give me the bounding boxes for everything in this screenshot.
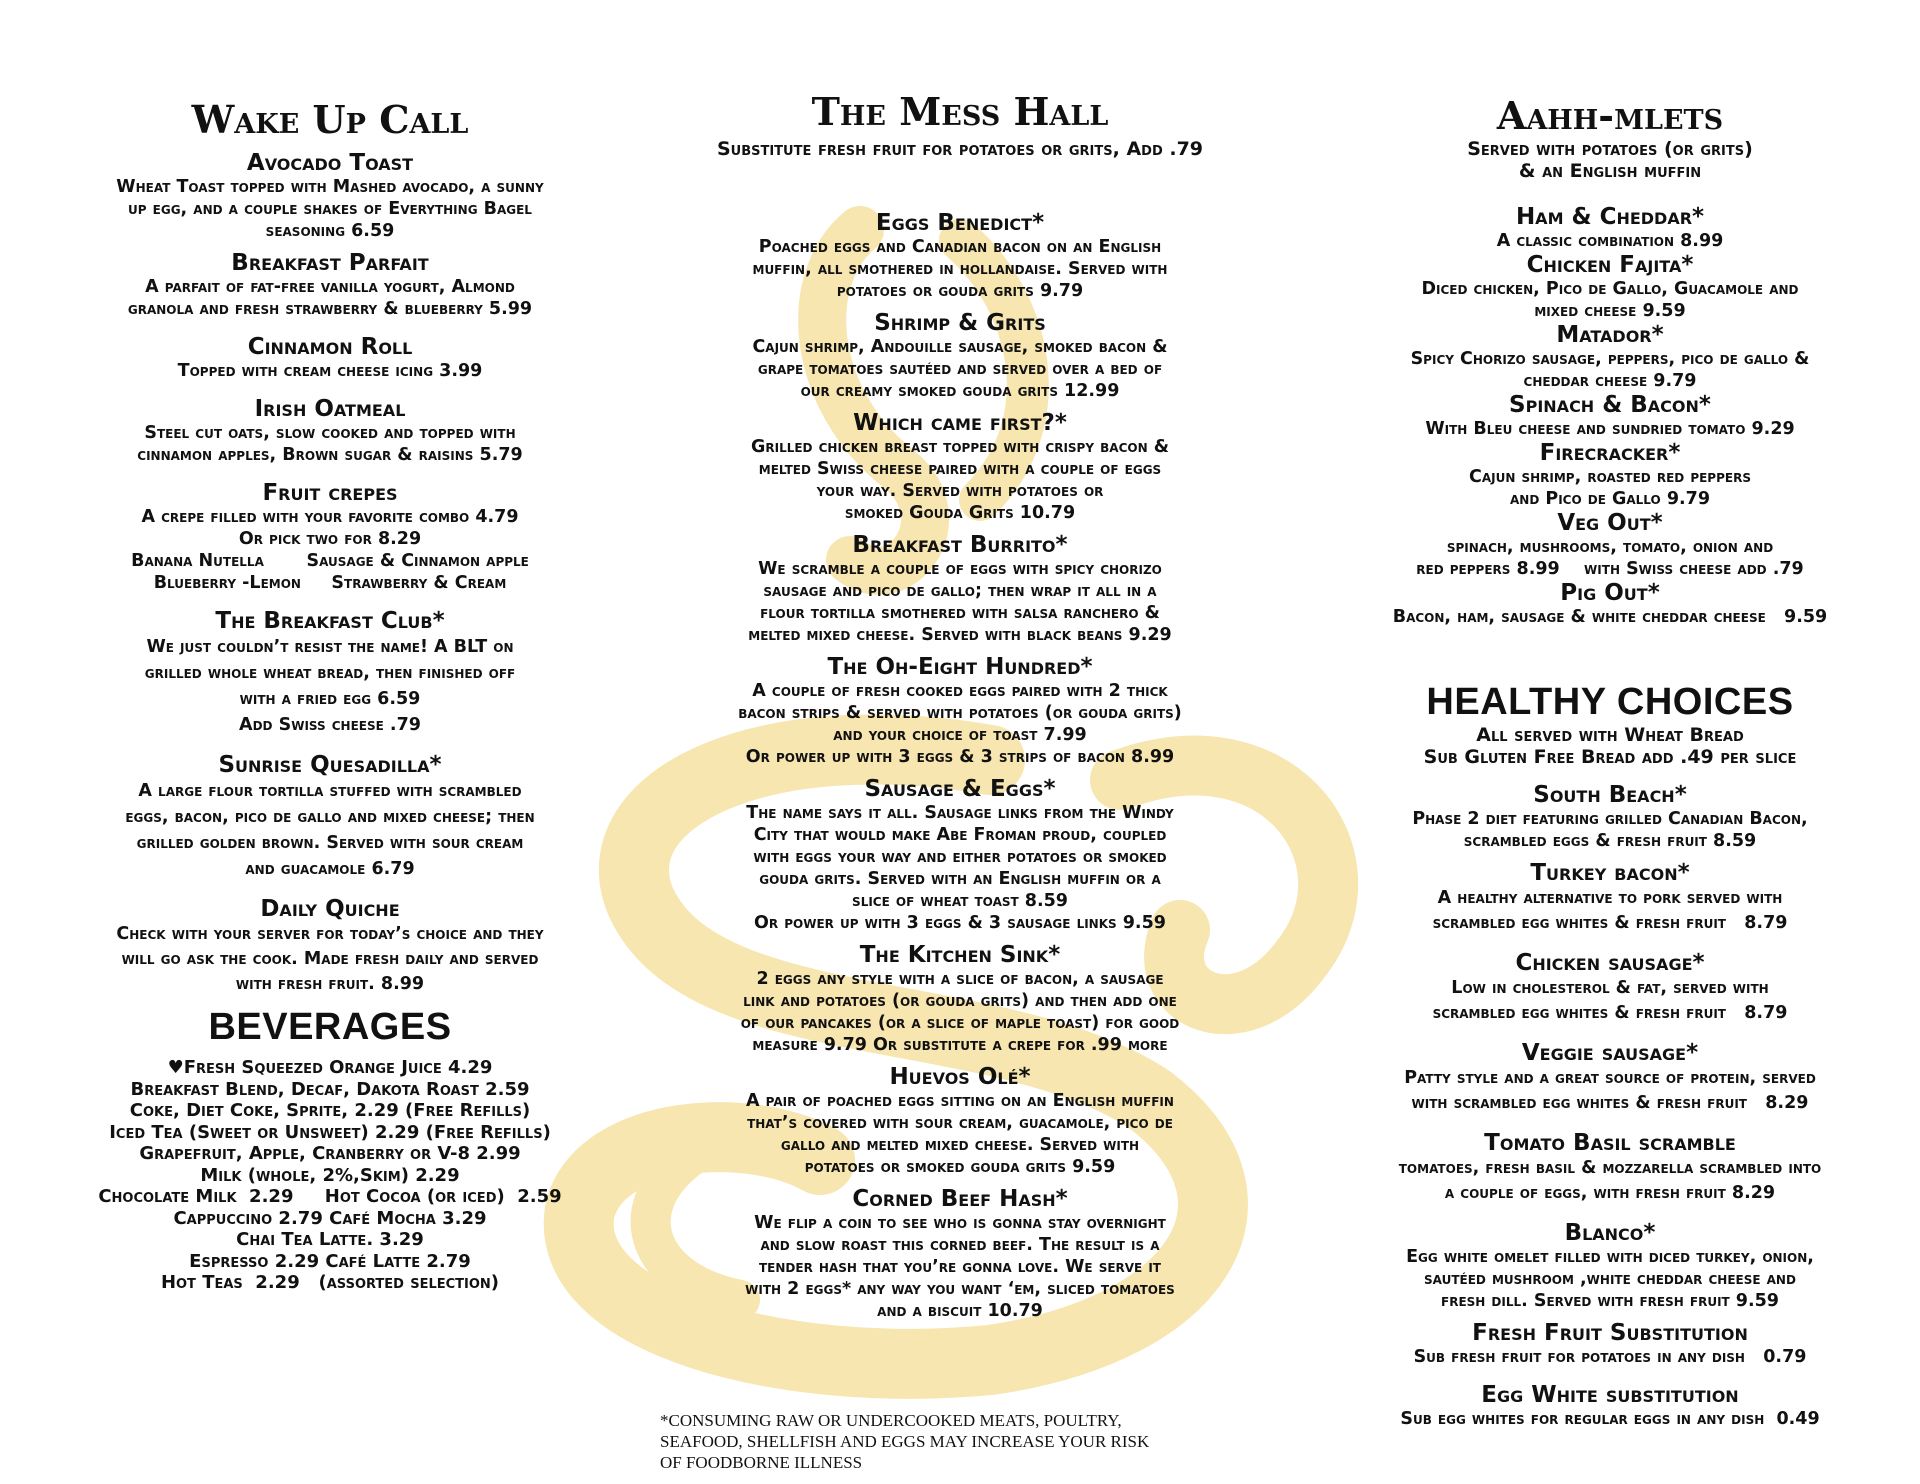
list-item: ♥Fresh Squeezed Orange Juice 4.29 xyxy=(167,1057,493,1078)
menu-item-tomato-basil-scramble: Tomato Basil scramble tomatoes, fresh basil & mozzarella scrambled into a couple of eggs, with fresh fruit 8.29 xyxy=(1398,1130,1822,1203)
healthy-choices-title: HEALTHY CHOICES xyxy=(1426,681,1794,723)
menu-item-shrimp-grits: Shrimp & Grits Cajun shrimp, Andouille sausage, smoked bacon & grape tomatoes sautéed and served over a bed of our creamy smoked gouda grits 12.99 xyxy=(752,310,1168,401)
menu-item-sunrise-quesadilla: Sunrise Quesadilla* A large flour tortilla stuffed with scrambled eggs, bacon, pico de gallo and mixed cheese; then grilled golden brown. Served with sour cream and guacamole 6.79 xyxy=(125,752,535,879)
aahhmlets-title: Aahh-mlets xyxy=(1496,93,1724,138)
healthy-choices-subtitle-line-2: Sub Gluten Free Bread add .49 per slice xyxy=(1423,746,1797,768)
beverages-list xyxy=(40,1057,620,1294)
menu-item-kitchen-sink: The Kitchen Sink* 2 eggs any style with a slice of bacon, a sausage link and potatoes (or gouda grits) and then add one of our pancakes (or a slice of maple toast) for good measure 9.79 Or substitute a crepe for .99 more xyxy=(740,942,1180,1055)
right-column xyxy=(1320,0,1900,1430)
menu-item-corned-beef-hash: Corned Beef Hash* We flip a coin to see who is gonna stay overnight and slow roast this corned beef. The result is a tender hash that you’re gonna love. We serve it with 2 eggs* any way you want ‘em, sliced tomatoes and a biscuit 10.79 xyxy=(745,1186,1175,1321)
list-item: Iced Tea (Sweet or Unsweet) 2.29 (Free Refills) xyxy=(109,1121,551,1143)
left-column xyxy=(40,0,620,1294)
middle-column xyxy=(665,0,1255,1322)
menu-item-which-came-first: Which came first?* Grilled chicken breast topped with crispy bacon & melted Swiss cheese paired with a couple of eggs your way. Served with potatoes or smoked Gouda Grits 10.79 xyxy=(751,410,1169,523)
menu-item-firecracker: Firecracker* Cajun shrimp, roasted red peppers and Pico de Gallo 9.79 xyxy=(1469,440,1751,509)
list-item: Milk (whole, 2%,Skim) 2.29 xyxy=(200,1164,460,1186)
menu-item-oh-eight-hundred: The Oh-Eight Hundred* A couple of fresh cooked eggs paired with 2 thick bacon strips & served with potatoes (or gouda grits) and your choice of toast 7.99 Or power up with 3 eggs & 3 strips of bacon 8.99 xyxy=(738,654,1182,767)
aahhmlets-subtitle-line-1: Served with potatoes (or grits) xyxy=(1467,138,1753,160)
menu-item-chicken-fajita: Chicken Fajita* Diced chicken, Pico de Gallo, Guacamole and mixed cheese 9.59 xyxy=(1421,252,1799,321)
foodborne-illness-disclaimer: *CONSUMING RAW OR UNDERCOOKED MEATS, POULTRY, SEAFOOD, SHELLFISH AND EGGS MAY INCREASE YOUR RISK OF FOODBORNE ILLNESS xyxy=(660,1411,1150,1472)
menu-item-fresh-fruit-substitution: Fresh Fruit Substitution Sub fresh fruit for potatoes in any dish 0.79 xyxy=(1413,1320,1807,1367)
menu-item-irish-oatmeal: Irish Oatmeal Steel cut oats, slow cooked and topped with cinnamon apples, Brown sugar & raisins 5.79 xyxy=(137,396,523,465)
menu-item-ham-cheddar: Ham & Cheddar* A classic combination 8.99 xyxy=(1496,204,1724,251)
menu-item-breakfast-parfait: Breakfast Parfait A parfait of fat-free vanilla yogurt, Almond granola and fresh strawberry & blueberry 5.99 xyxy=(127,250,533,319)
aahhmlets-subtitle-line-2: & an English muffin xyxy=(1518,160,1702,182)
menu-item-south-beach: South Beach* Phase 2 diet featuring grilled Canadian Bacon, scrambled eggs & fresh fruit 8.59 xyxy=(1412,782,1808,851)
menu-item-veg-out: Veg Out* spinach, mushrooms, tomato, onion and red peppers 8.99 with Swiss cheese add .79 xyxy=(1416,510,1804,579)
menu-item-daily-quiche: Daily Quiche Check with your server for today’s choice and they will go ask the cook. Made fresh daily and served with fresh fruit. 8.99 xyxy=(116,896,544,994)
menu-item-matador: Matador* Spicy Chorizo sausage, peppers, pico de gallo & cheddar cheese 9.79 xyxy=(1410,322,1810,391)
list-item: Chocolate Milk 2.29 Hot Cocoa (or iced) 2.59 xyxy=(98,1186,562,1207)
menu-item-egg-white-substitution: Egg White substitution Sub egg whites for regular eggs in any dish 0.49 xyxy=(1400,1382,1820,1429)
list-item: Espresso 2.29 Café Latte 2.79 xyxy=(189,1250,471,1272)
healthy-choices-subtitle-line-1: All served with Wheat Bread xyxy=(1476,724,1744,746)
wake-up-call-title: Wake Up Call xyxy=(191,97,469,142)
mess-hall-subtitle: Substitute fresh fruit for potatoes or grits, Add .79 xyxy=(716,138,1204,160)
menu-item-cinnamon-roll: Cinnamon Roll Topped with cream cheese icing 3.99 xyxy=(177,334,483,381)
menu-item-veggie-sausage: Veggie sausage* Patty style and a great source of protein, served with scrambled egg whites & fresh fruit 8.29 xyxy=(1404,1040,1816,1113)
menu-item-breakfast-burrito: Breakfast Burrito* We scramble a couple of eggs with spicy chorizo sausage and pico de gallo; then wrap it all in a flour tortilla smothered with salsa ranchero & melted mixed cheese. Served with black beans 9.29 xyxy=(748,532,1172,645)
list-item: Hot Teas 2.29 (assorted selection) xyxy=(160,1272,500,1293)
menu-item-eggs-benedict: Eggs Benedict* Poached eggs and Canadian bacon on an English muffin, all smothered in hollandaise. Served with potatoes or gouda grits 9.79 xyxy=(752,210,1168,301)
menu-item-chicken-sausage: Chicken sausage* Low in cholesterol & fat, served with scrambled egg whites & fresh fruit 8.79 xyxy=(1432,950,1788,1023)
list-item: Grapefruit, Apple, Cranberry or V-8 2.99 xyxy=(139,1143,521,1164)
list-item: Chai Tea Latte. 3.29 xyxy=(236,1229,424,1250)
menu-item-avocado-toast: Avocado Toast Wheat Toast topped with Mashed avocado, a sunny up egg, and a couple shakes of Everything Bagel seasoning 6.59 xyxy=(116,150,544,241)
menu-item-blanco: Blanco* Egg white omelet filled with diced turkey, onion, sautéed mushroom ,white cheddar cheese and fresh dill. Served with fresh fruit 9.59 xyxy=(1406,1220,1814,1311)
menu-item-sausage-eggs: Sausage & Eggs* The name says it all. Sausage links from the Windy City that would make Abe Froman proud, coupled with eggs your way and either potatoes or smoked gouda grits. Served with an English muffin or a slice of wheat toast 8.59 Or power up with 3 eggs & 3 sausage links 9.59 xyxy=(746,776,1174,933)
list-item: Breakfast Blend, Decaf, Dakota Roast 2.59 xyxy=(130,1078,530,1100)
beverages-title: BEVERAGES xyxy=(208,1006,452,1048)
menu-item-breakfast-club: The Breakfast Club* We just couldn’t resist the name! A BLT on grilled whole wheat bread, then finished off with a fried egg 6.59 Add Swiss cheese .79 xyxy=(144,608,516,735)
list-item: Coke, Diet Coke, Sprite, 2.29 (Free Refills) xyxy=(129,1100,531,1121)
list-item: Cappuccino 2.79 Café Mocha 3.29 xyxy=(173,1207,487,1229)
menu-item-huevos-ole: Huevos Olé* A pair of poached eggs sitting on an English muffin that’s covered with sour cream, guacamole, pico de gallo and melted mixed cheese. Served with potatoes or smoked gouda grits 9.59 xyxy=(746,1064,1174,1177)
menu-item-spinach-bacon: Spinach & Bacon* With Bleu cheese and sundried tomato 9.29 xyxy=(1425,392,1795,439)
menu-item-pig-out: Pig Out* Bacon, ham, sausage & white cheddar cheese 9.59 xyxy=(1392,580,1828,627)
mess-hall-title: The Mess Hall xyxy=(811,89,1109,134)
menu-item-turkey-bacon: Turkey bacon* A healthy alternative to pork served with scrambled egg whites & fresh fruit 8.79 xyxy=(1432,860,1788,933)
menu-item-fruit-crepes: Fruit crepes A crepe filled with your favorite combo 4.79 Or pick two for 8.29 Banana Nutella Sausage & Cinnamon apple Blueberry -Lemon Strawberry & Cream xyxy=(131,480,529,593)
